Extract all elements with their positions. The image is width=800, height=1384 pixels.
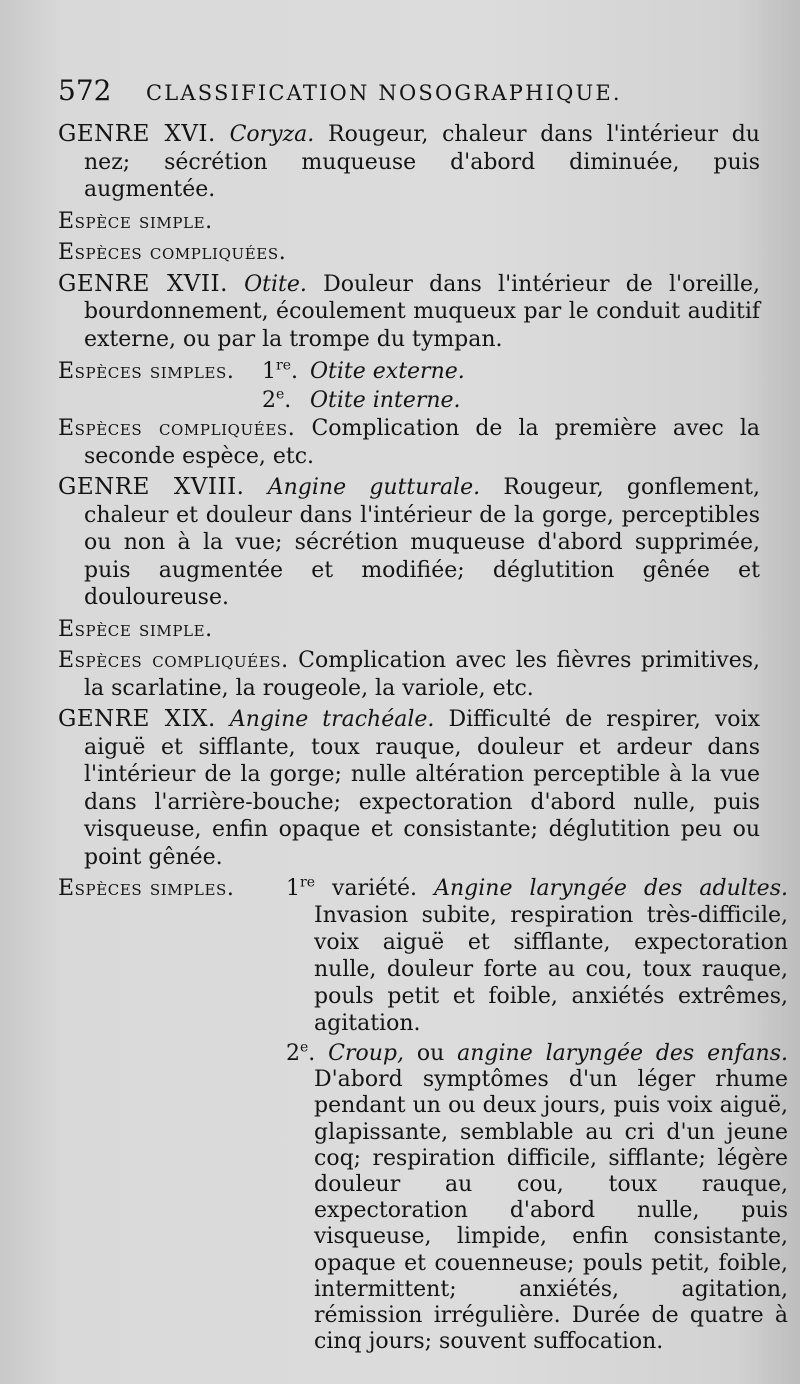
genre-19-simple-label: Espèces simples. <box>58 876 235 901</box>
genre-19-definition <box>58 706 760 871</box>
genre-18-complex <box>58 647 760 702</box>
variety-1-text: Invasion subite, respiration très-difficile, voix aiguë et sifflante, expectoration nulle, douleur forte au cou, toux rauque, pouls petit et foible, anxiétés extrêmes, agitation. <box>314 903 788 1036</box>
genre-17-label: GENRE XVII. <box>58 270 228 297</box>
variety-2-text: D'abord symptômes d'un léger rhume pendant un ou deux jours, puis voix aiguë, glapissante, semblable au cri d'un jeune coq; respiration difficile, sifflante; légère douleur au cou, toux rauque, expectoration d'abord nulle, puis visqueuse, limpide, enfin consistante, opaque et couenneuse; pouls petit, foible, intermittent; anxiétés, agitation, rémission irrégulière. Durée de quatre à cinq jours; souvent suffocation. <box>314 1067 788 1355</box>
genre-16-label: GENRE XVI. <box>58 121 216 147</box>
genre-17-complex-label: Espèces compliquées. <box>58 416 296 441</box>
running-head <box>58 74 760 107</box>
variety-word: variété. <box>332 876 418 901</box>
genre-18-simple: Espèce simple. <box>58 616 213 642</box>
genre-17-complex-text: Complication de la première avec la seconde espèce, etc. <box>84 416 760 469</box>
genre-16-text: Rougeur, chaleur dans l'intérieur du nez; sécrétion muqueuse d'abord diminuée, puis augmentée. <box>84 122 760 202</box>
variety-number: 1re <box>286 874 315 901</box>
variety-1-name: Angine laryngée des adultes. <box>434 876 788 901</box>
genre-17-species-2 <box>58 386 760 415</box>
genre-19-name: Angine trachéale. <box>229 707 435 732</box>
genre-17-definition <box>58 271 760 354</box>
genre-16-name: Coryza. <box>229 122 315 147</box>
genre-19-variety-2 <box>286 1041 788 1355</box>
genre-19-variety-1 <box>58 874 788 1037</box>
variety-2-ou: ou <box>416 1041 445 1066</box>
variety-number: 2e. <box>286 1039 316 1066</box>
species-number: 2e. <box>262 386 292 413</box>
genre-17-name: Otite. <box>244 271 307 297</box>
genre-16-definition <box>58 121 760 204</box>
genre-18-definition <box>58 474 760 612</box>
variety-2-name-2: angine laryngée des enfans. <box>457 1041 788 1066</box>
genre-18-name: Angine gutturale. <box>267 475 481 500</box>
genre-18-complex-text: Complication avec les fièvres primitives, la scarlatine, la rougeole, la variole, etc. <box>84 648 761 701</box>
genre-17-text: Douleur dans l'intérieur de l'oreille, bourdonnement, écoulement muqueux par le conduit auditif externe, ou par la trompe du tympan. <box>84 271 761 352</box>
species-number: 1re. <box>262 357 298 384</box>
page-title: CLASSIFICATION NOSOGRAPHIQUE. <box>146 81 622 105</box>
genre-16-complex: Espèces compliquées. <box>58 240 287 265</box>
genre-16-simple: Espèce simple. <box>58 208 213 234</box>
variety-2-name-1: Croup, <box>328 1041 404 1066</box>
genre-19-label: GENRE XIX. <box>58 706 216 732</box>
species-name: Otite externe. <box>310 359 465 384</box>
genre-19-text: Difficulté de respirer, voix aiguë et sifflante, toux rauque, douleur et ardeur dans l'intérieur de la gorge; nulle altération perceptible à la vue dans l'arrière-bouche; expectoration d'abord nulle, puis visqueuse, enfin opaque et consistante; déglutition peu ou point gênée. <box>84 707 760 870</box>
species-name: Otite interne. <box>310 388 461 413</box>
genre-17-complex <box>58 415 760 470</box>
page-number: 572 <box>58 74 112 107</box>
genre-18-label: GENRE XVIII. <box>58 474 245 500</box>
genre-18-text: Rougeur, gonflement, chaleur et douleur dans l'intérieur de la gorge, perceptibles ou non à la vue; sécrétion muqueuse d'abord supprimée, puis augmentée et modifiée; déglutition gênée et douloureuse. <box>84 475 760 610</box>
genre-17-simple-label: Espèces simples. <box>58 359 235 384</box>
genre-17-species-1 <box>58 357 760 386</box>
genre-18-complex-label: Espèces compliquées. <box>58 648 289 673</box>
variety-1-body <box>286 875 788 1037</box>
